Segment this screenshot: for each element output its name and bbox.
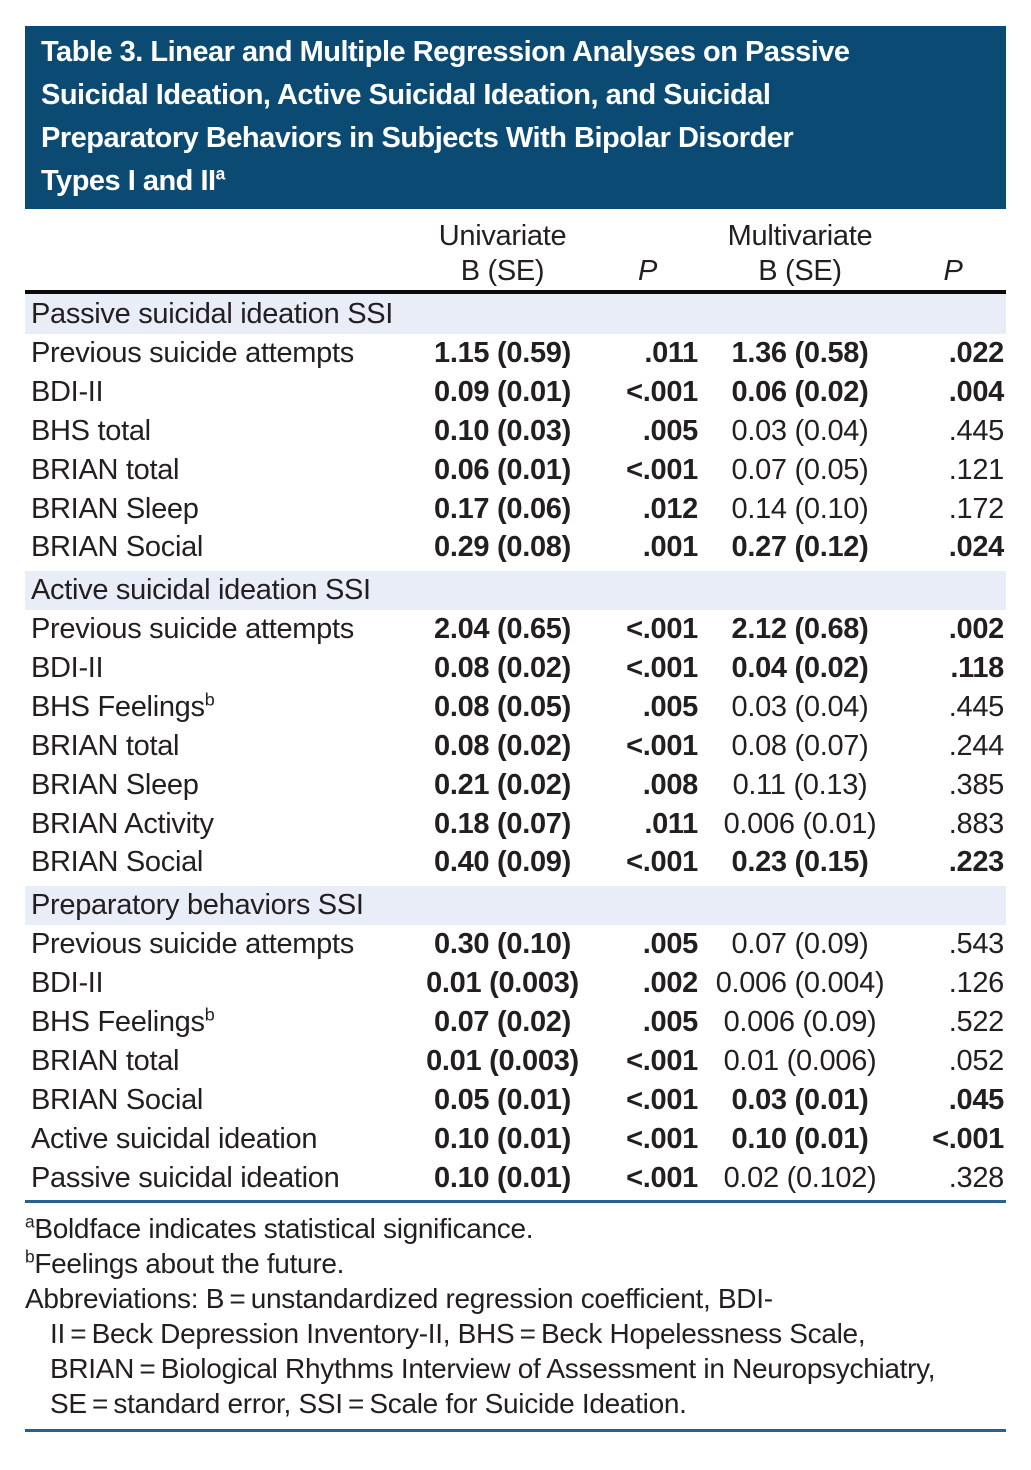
row-label (25, 490, 410, 529)
univariate-group-header: Univariate (438, 220, 567, 252)
title-text: Types I and II (41, 165, 216, 197)
multivariate-group-header: Multivariate (727, 220, 873, 252)
cell-univariate-b: 0.06 (0.01) (434, 454, 571, 486)
cell-multivariate-b: 0.27 (0.12) (731, 530, 869, 563)
cell-multivariate-p: .445 (948, 691, 1004, 723)
row-label-text: Passive suicidal ideation (31, 1162, 340, 1194)
cell-multivariate-b: 1.36 (0.58) (731, 337, 869, 369)
cell-multivariate-p: .522 (948, 1006, 1004, 1038)
cell-multivariate-p: .445 (948, 415, 1004, 447)
row-label-text: Previous suicide attempts (31, 928, 354, 960)
cell-multivariate-p: .126 (948, 967, 1004, 999)
cell-univariate-p: <.001 (626, 1045, 698, 1077)
abbreviations-line-1: Abbreviations: B = unstandardized regression coefficient, BDI- (25, 1283, 773, 1314)
table-row (25, 688, 1006, 727)
empty-header-cell (595, 219, 700, 255)
cell-multivariate-b: 0.03 (0.04) (731, 691, 869, 723)
cell-univariate-p: .005 (642, 691, 698, 723)
cell-multivariate-b: 0.23 (0.15) (731, 845, 869, 878)
cell-multivariate-p: .022 (948, 337, 1004, 369)
row-footnote-marker: b (204, 689, 215, 710)
section-header-row (25, 883, 1006, 925)
cell-multivariate-b: 0.07 (0.05) (731, 454, 869, 486)
table-title (25, 26, 1006, 209)
table-bottom-rule (25, 1200, 1006, 1203)
cell-univariate-b: 0.29 (0.08) (434, 530, 571, 563)
abbreviations-line-3: BRIAN = Biological Rhythms Interview of Assessment in Neuropsychiatry, (50, 1353, 936, 1384)
table-row (25, 373, 1006, 412)
row-label-text: Previous suicide attempts (31, 337, 354, 369)
empty-header-cell (25, 255, 410, 292)
table-row (25, 925, 1006, 964)
cell-univariate-p: .011 (644, 337, 698, 369)
cell-multivariate-b: 0.14 (0.10) (731, 493, 869, 525)
row-label (25, 964, 410, 1003)
cell-univariate-p: <.001 (626, 376, 698, 408)
table-header (25, 219, 1006, 292)
cell-univariate-b: 0.01 (0.003) (426, 1045, 579, 1077)
cell-multivariate-p: .045 (948, 1084, 1004, 1116)
cell-multivariate-b: 0.03 (0.01) (731, 1084, 869, 1116)
cell-univariate-b: 0.40 (0.09) (434, 845, 571, 878)
row-label (25, 766, 410, 805)
univariate-bse-header: B (SE) (410, 255, 595, 292)
cell-univariate-b: 0.17 (0.06) (434, 493, 571, 525)
row-label-text: BRIAN Social (31, 1084, 204, 1116)
row-label (25, 649, 410, 688)
table-row (25, 1159, 1006, 1198)
row-label (25, 529, 410, 568)
table-row (25, 1120, 1006, 1159)
row-label-text: BDI-II (31, 652, 104, 684)
cell-multivariate-b: 0.02 (0.102) (723, 1162, 877, 1194)
table-row (25, 529, 1006, 568)
cell-multivariate-b: 0.006 (0.09) (723, 1006, 877, 1038)
column-header-row (25, 255, 1006, 292)
cell-multivariate-p: .052 (948, 1045, 1004, 1077)
table-row (25, 1003, 1006, 1042)
section-title: Preparatory behaviors SSI (25, 883, 1006, 925)
cell-univariate-p: .005 (642, 1006, 698, 1038)
row-label-text: BHS total (31, 415, 151, 447)
cell-univariate-b: 0.30 (0.10) (434, 928, 571, 960)
table-row (25, 964, 1006, 1003)
cell-multivariate-p: .004 (948, 376, 1004, 408)
cell-univariate-p: <.001 (626, 1162, 698, 1194)
row-label (25, 727, 410, 766)
cell-univariate-p: <.001 (626, 652, 698, 684)
title-text: Preparatory Behaviors in Subjects With Bipolar Disorder (41, 122, 794, 154)
cell-multivariate-b: 0.006 (0.01) (723, 808, 877, 840)
cell-multivariate-b: 0.07 (0.09) (731, 928, 869, 960)
cell-univariate-p: <.001 (626, 845, 698, 878)
footnote-a-text: Boldface indicates statistical significance. (34, 1213, 534, 1244)
abbreviations-line-2: II = Beck Depression Inventory-II, BHS = Beck Hopelessness Scale, (50, 1318, 866, 1349)
cell-multivariate-p: <.001 (932, 1123, 1004, 1155)
row-label (25, 925, 410, 964)
cell-univariate-b: 0.08 (0.02) (434, 652, 571, 684)
cell-univariate-p: .001 (642, 530, 698, 563)
row-label (25, 451, 410, 490)
row-label (25, 1081, 410, 1120)
row-label-text: BRIAN Sleep (31, 769, 199, 801)
cell-univariate-p: .002 (642, 967, 698, 999)
cell-multivariate-b: 0.03 (0.04) (731, 415, 869, 447)
cell-univariate-b: 0.10 (0.01) (434, 1162, 571, 1194)
cell-univariate-p: <.001 (626, 454, 698, 486)
empty-header-cell (25, 219, 410, 255)
table-row (25, 766, 1006, 805)
cell-multivariate-b: 0.10 (0.01) (731, 1123, 869, 1155)
row-label-text: BRIAN Social (31, 530, 204, 563)
table-row (25, 844, 1006, 883)
title-line-1 (41, 31, 990, 74)
row-label (25, 334, 410, 373)
cell-multivariate-p: .883 (948, 808, 1004, 840)
title-line-2 (41, 74, 990, 117)
multivariate-p-header: P (900, 255, 1006, 292)
regression-table (25, 219, 1006, 1198)
cell-univariate-b: 2.04 (0.65) (434, 613, 571, 645)
cell-univariate-b: 0.07 (0.02) (434, 1006, 571, 1038)
table-row (25, 451, 1006, 490)
empty-header-cell (900, 219, 1006, 255)
row-label-text: Previous suicide attempts (31, 613, 354, 645)
table-row (25, 805, 1006, 844)
footnote-b-marker: b (25, 1246, 35, 1267)
cell-univariate-b: 1.15 (0.59) (434, 337, 571, 369)
section-header-row (25, 568, 1006, 610)
row-label-text: BRIAN Activity (31, 808, 214, 840)
cell-multivariate-p: .385 (948, 769, 1004, 801)
cell-univariate-p: <.001 (626, 613, 698, 645)
cell-univariate-b: 0.21 (0.02) (434, 769, 571, 801)
title-line-4 (41, 160, 990, 203)
multivariate-bse-header: B (SE) (700, 255, 900, 292)
row-label (25, 610, 410, 649)
table-row (25, 649, 1006, 688)
row-label-text: Active suicidal ideation (31, 1123, 318, 1155)
row-label (25, 1003, 410, 1042)
row-label (25, 412, 410, 451)
cell-multivariate-b: 0.06 (0.02) (731, 376, 869, 408)
row-label-text: BRIAN total (31, 454, 180, 486)
cell-multivariate-p: .172 (948, 493, 1004, 525)
group-header-row (25, 219, 1006, 255)
row-footnote-marker: b (204, 1004, 215, 1025)
row-label (25, 844, 410, 883)
cell-univariate-p: <.001 (626, 730, 698, 762)
cell-multivariate-b: 0.04 (0.02) (731, 652, 869, 684)
cell-multivariate-b: 0.006 (0.004) (715, 967, 885, 999)
cell-univariate-b: 0.05 (0.01) (434, 1084, 571, 1116)
title-text: Table 3. Linear and Multiple Regression Analyses on Passive (41, 36, 850, 68)
cell-univariate-p: .005 (642, 928, 698, 960)
row-label-text: BRIAN Social (31, 845, 204, 878)
footnote-b (25, 1246, 1006, 1281)
cell-univariate-b: 0.18 (0.07) (434, 808, 571, 840)
cell-multivariate-b: 0.08 (0.07) (731, 730, 869, 762)
section-header-row (25, 292, 1006, 334)
footnote-a (25, 1211, 1006, 1246)
title-text: Suicidal Ideation, Active Suicidal Ideation, and Suicidal (41, 79, 771, 111)
page-bottom-rule (25, 1429, 1006, 1432)
table-body (25, 292, 1006, 1198)
cell-multivariate-p: .121 (948, 454, 1004, 486)
footnote-b-text: Feelings about the future. (34, 1248, 345, 1279)
row-label-text: BRIAN total (31, 730, 180, 762)
cell-univariate-b: 0.10 (0.01) (434, 1123, 571, 1155)
section-title: Passive suicidal ideation SSI (25, 292, 1006, 334)
row-label (25, 1159, 410, 1198)
table-row (25, 1081, 1006, 1120)
cell-multivariate-p: .002 (948, 613, 1004, 645)
cell-univariate-b: 0.10 (0.03) (434, 415, 571, 447)
cell-univariate-p: .012 (642, 493, 698, 525)
row-label-text: BRIAN Sleep (31, 493, 199, 525)
row-label (25, 1042, 410, 1081)
row-label-text: BHS Feelings (31, 691, 205, 723)
cell-univariate-p: <.001 (626, 1123, 698, 1155)
row-label (25, 373, 410, 412)
row-label (25, 1120, 410, 1159)
cell-univariate-p: .008 (642, 769, 698, 801)
footnotes (25, 1211, 1006, 1421)
title-footnote-marker: a (215, 163, 225, 184)
cell-univariate-p: <.001 (626, 1084, 698, 1116)
row-label-text: BDI-II (31, 967, 104, 999)
univariate-p-header: P (595, 255, 700, 292)
row-label-text: BRIAN total (31, 1045, 180, 1077)
section-title: Active suicidal ideation SSI (25, 568, 1006, 610)
cell-multivariate-p: .244 (948, 730, 1004, 762)
row-label (25, 805, 410, 844)
table-row (25, 727, 1006, 766)
cell-multivariate-b: 0.11 (0.13) (732, 769, 868, 801)
table-row (25, 490, 1006, 529)
cell-multivariate-b: 2.12 (0.68) (731, 613, 869, 645)
table-row (25, 334, 1006, 373)
cell-multivariate-p: .223 (948, 845, 1004, 878)
cell-multivariate-p: .024 (948, 530, 1004, 563)
row-label-text: BDI-II (31, 376, 104, 408)
abbreviations-line-4: SE = standard error, SSI = Scale for Suicide Ideation. (50, 1388, 687, 1419)
cell-univariate-b: 0.09 (0.01) (434, 376, 571, 408)
title-line-3 (41, 117, 990, 160)
row-label (25, 688, 410, 727)
cell-multivariate-b: 0.01 (0.006) (723, 1045, 877, 1077)
footnote-a-marker: a (25, 1211, 35, 1232)
cell-multivariate-p: .118 (950, 652, 1004, 684)
row-label-text: BHS Feelings (31, 1006, 205, 1038)
cell-univariate-p: .005 (642, 415, 698, 447)
cell-univariate-p: .011 (644, 808, 698, 840)
cell-univariate-b: 0.08 (0.05) (434, 691, 571, 723)
table-row (25, 1042, 1006, 1081)
cell-multivariate-p: .543 (948, 928, 1004, 960)
cell-univariate-b: 0.08 (0.02) (434, 730, 571, 762)
table-row (25, 610, 1006, 649)
cell-univariate-b: 0.01 (0.003) (426, 967, 579, 999)
cell-multivariate-p: .328 (948, 1162, 1004, 1194)
table-row (25, 412, 1006, 451)
